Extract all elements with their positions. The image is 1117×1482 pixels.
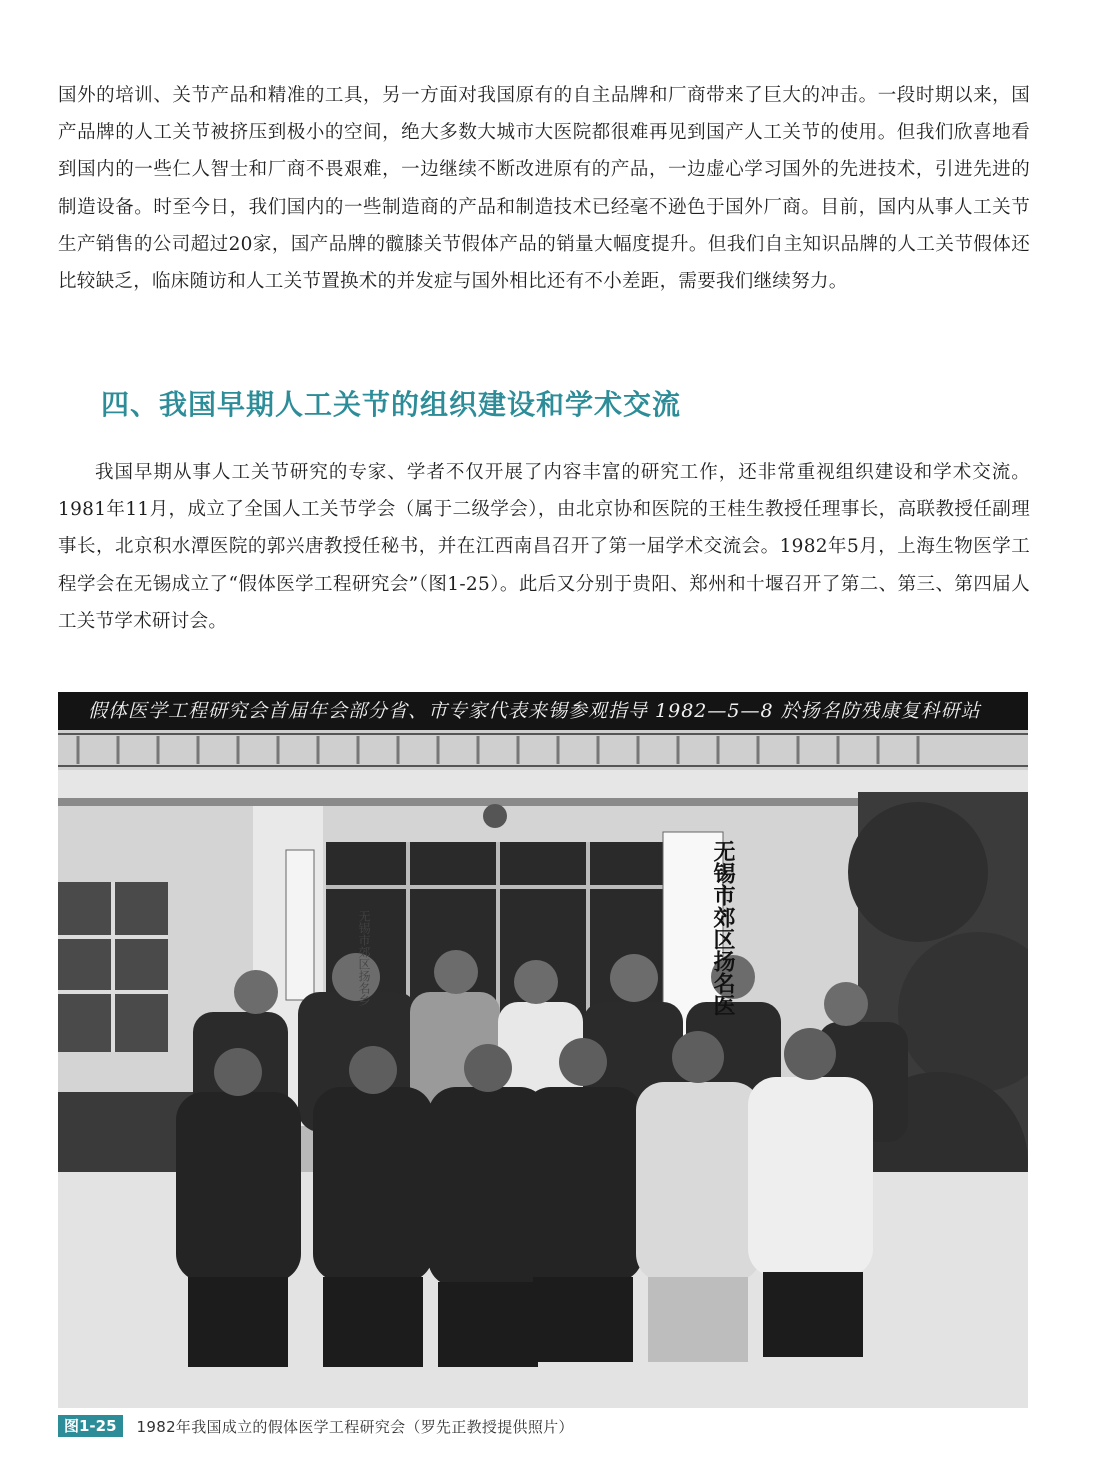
figure-caption-text: 1982年我国成立的假体医学工程研究会（罗先正教授提供照片） <box>136 1417 574 1436</box>
figure-caption <box>58 1415 574 1437</box>
photo-sign-right: 无锡市郊区扬名医 <box>710 840 735 1016</box>
section-heading: 四、我国早期人工关节的组织建设和学术交流 <box>101 388 682 421</box>
photo-sign-left: 无锡市郊区扬名乡 <box>357 910 371 1006</box>
photo-banner-text: 假体医学工程研究会首届年会部分省、市专家代表来锡参观指导 1982—5—8 於扬名防残康复科研站 <box>88 700 981 722</box>
group-photo <box>58 692 1028 1408</box>
body-paragraph: 我国早期从事人工关节研究的专家、学者不仅开展了内容丰富的研究工作，还非常重视组织建设和学术交流。1981年11月，成立了全国人工关节学会（属于二级学会），由北京协和医院的王桂生教授任理事长，高联教授任副理事长，北京积水潭医院的郭兴唐教授任秘书，并在江西南昌召开了第一届学术交流会。1982年5月，上海生物医学工程学会在无锡成立了“假体医学工程研究会”（图1-25）。此后又分别于贵阳、郑州和十堰召开了第二、第三、第四届人工关节学术研讨会。 <box>58 462 1030 632</box>
group-photo-image <box>58 692 1028 1408</box>
figure-label: 图1-25 <box>58 1415 123 1437</box>
body-paragraph: 国外的培训、关节产品和精准的工具，另一方面对我国原有的自主品牌和厂商带来了巨大的冲击。一段时期以来，国产品牌的人工关节被挤压到极小的空间，绝大多数大城市大医院都很难再见到国产人工关节的使用。但我们欣喜地看到国内的一些仁人智士和厂商不畏艰难，一边继续不断改进原有的产品，一边虚心学习国外的先进技术，引进先进的制造设备。时至今日，我们国内的一些制造商的产品和制造技术已经毫不逊色于国外厂商。目前，国内从事人工关节生产销售的公司超过20家，国产品牌的髋膝关节假体产品的销量大幅度提升。但我们自主知识品牌的人工关节假体还比较缺乏，临床随访和人工关节置换术的并发症与国外相比还有不小差距，需要我们继续努力。 <box>58 85 1030 293</box>
